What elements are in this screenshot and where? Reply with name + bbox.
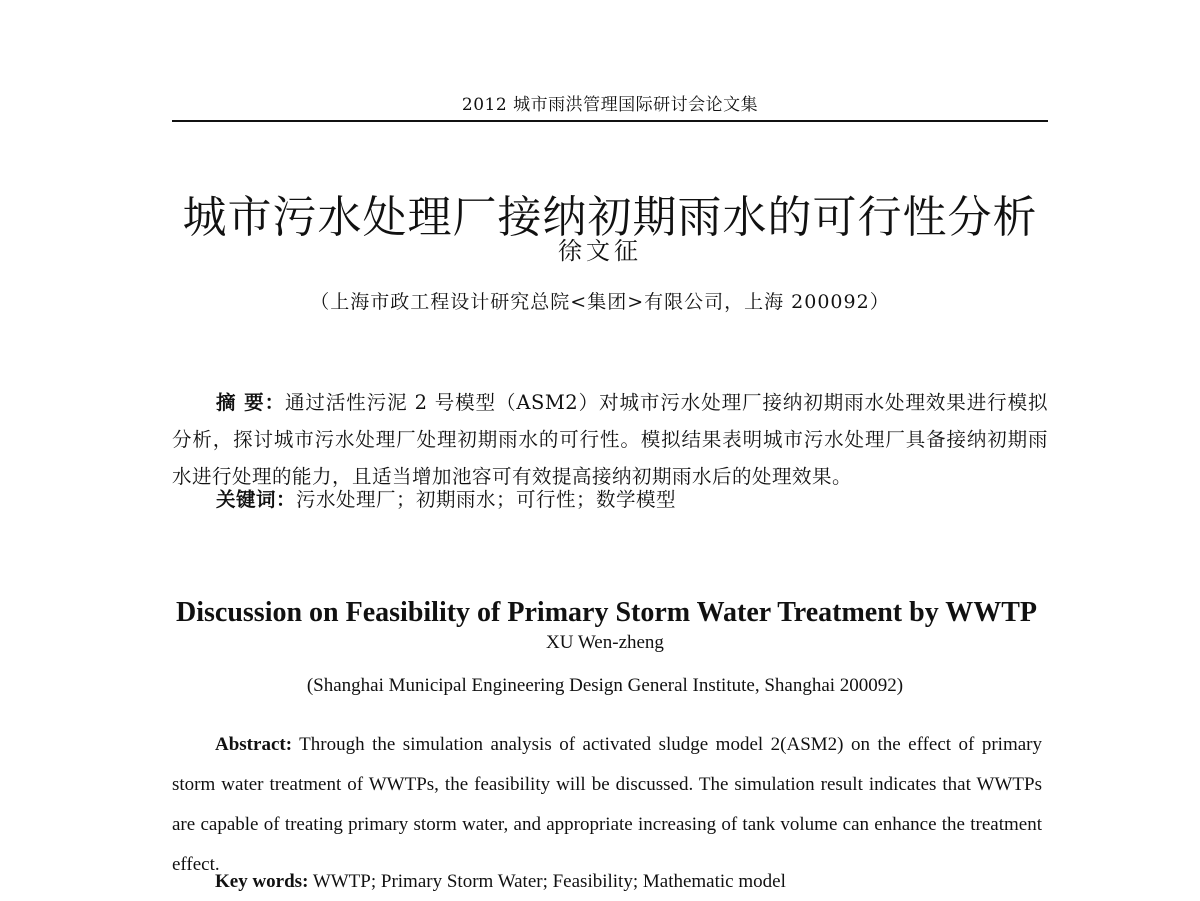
chinese-abstract-text: 通过活性污泥 2 号模型（ASM2）对城市污水处理厂接纳初期雨水处理效果进行模拟分析，探讨城市污水处理厂处理初期雨水的可行性。模拟结果表明城市污水处理厂具备接纳初期雨水进行处理的能力，且适当增加池容可有效提高接纳初期雨水后的处理效果。 (172, 390, 1048, 488)
english-keywords-label: Key words: (215, 871, 309, 892)
english-abstract (172, 725, 1042, 885)
english-keywords-text: WWTP; Primary Storm Water; Feasibility; Mathematic model (308, 871, 786, 892)
english-abstract-text: Through the simulation analysis of activated sludge model 2(ASM2) on the effect of primary storm water treatment of WWTPs, the feasibility will be discussed. The simulation result indicates that WWTPs are capable of treating primary storm water, and appropriate increasing of tank volume can enhance the treatment effect. (172, 734, 1042, 875)
english-abstract-label: Abstract: (215, 734, 293, 755)
english-author: XU Wen-zheng (546, 632, 664, 653)
chinese-affiliation: （上海市政工程设计研究总院<集团>有限公司，上海 200092） (310, 291, 890, 313)
chinese-keywords-label: 关键词： (216, 488, 297, 511)
english-title: Discussion on Feasibility of Primary Storm Water Treatment by WWTP (176, 597, 1037, 629)
chinese-keywords (216, 484, 1046, 512)
chinese-title: 城市污水处理厂接纳初期雨水的可行性分析 (182, 192, 1038, 244)
english-keywords (215, 871, 1045, 893)
chinese-abstract (172, 384, 1048, 495)
chinese-author: 徐文征 (558, 237, 642, 265)
running-head: 2012 城市雨洪管理国际研讨会论文集 (461, 95, 759, 115)
header-rule (172, 120, 1048, 122)
chinese-abstract-label: 摘 要： (216, 390, 285, 414)
english-affiliation: (Shanghai Municipal Engineering Design General Institute, Shanghai 200092) (306, 675, 904, 696)
chinese-keywords-text: 污水处理厂；初期雨水；可行性；数学模型 (296, 488, 677, 511)
